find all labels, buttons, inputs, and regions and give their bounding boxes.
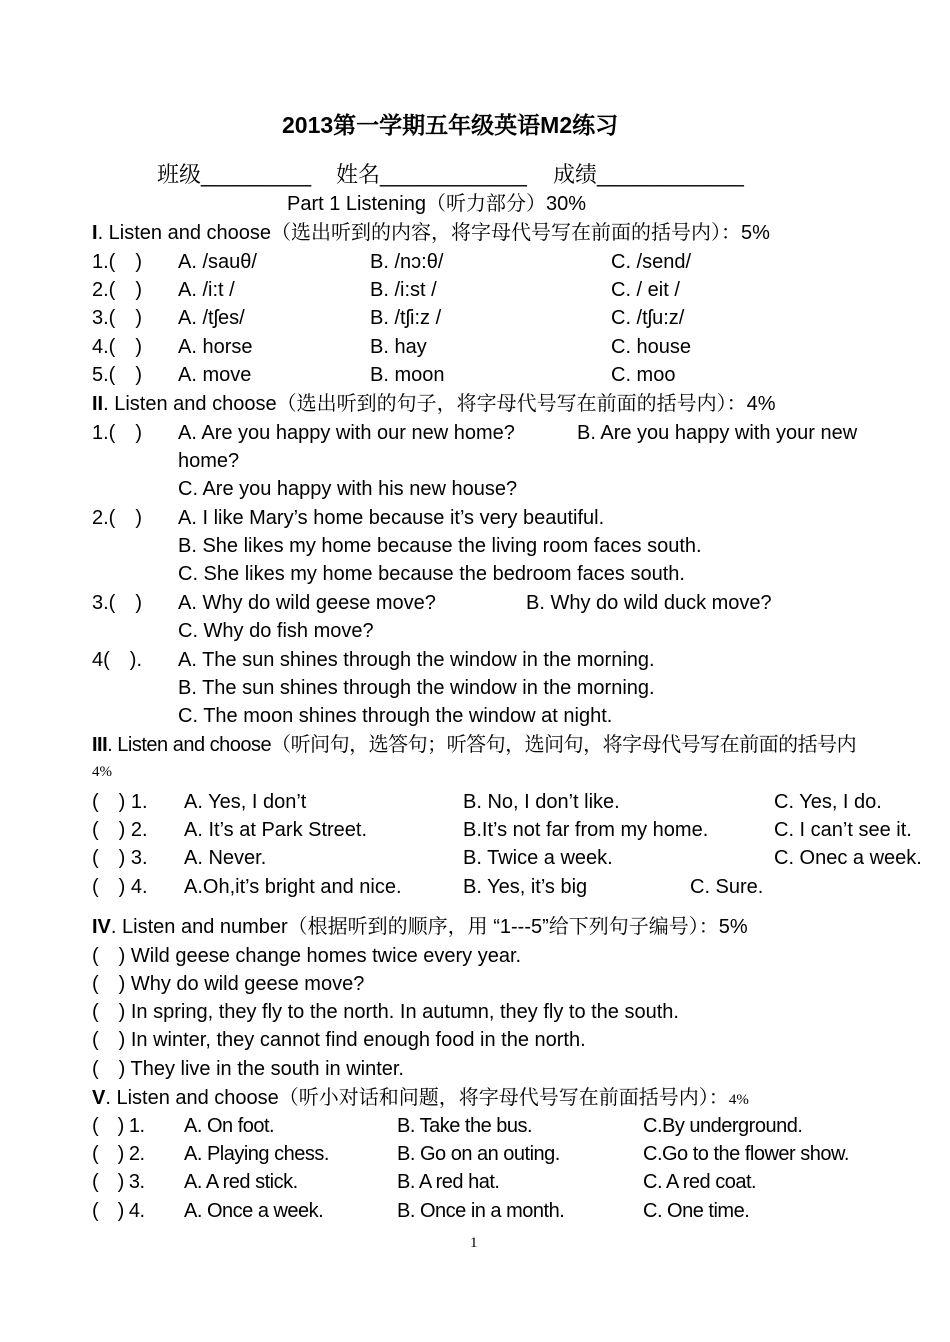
section-5-text: . Listen and choose（听小对话和问题，将字母代号写在前面括号内）： xyxy=(105,1087,729,1109)
s2-q3-option-c: C. Why do fish move? xyxy=(178,620,374,642)
s2-q2-option-b: B. She likes my home because the living room faces south. xyxy=(178,535,702,557)
s3-q4-number: ( ) 4. xyxy=(92,876,148,898)
section-3-roman: III xyxy=(92,734,108,756)
s1-q1-option-b: B. /nɔ:θ/ xyxy=(370,251,444,273)
s5-q4-option-b: B. Once in a month. xyxy=(397,1200,565,1222)
s3-q3-option-c: C. Onec a week. xyxy=(774,847,922,869)
class-field: 班级_________ xyxy=(157,162,312,187)
s1-q3-option-b: B. /tʃi:z / xyxy=(370,307,442,329)
s5-q2-option-c: C.Go to the flower show. xyxy=(643,1143,849,1165)
name-field: 姓名____________ xyxy=(336,162,527,187)
s5-q3-option-c: C. A red coat. xyxy=(643,1171,757,1193)
score-field: 成绩____________ xyxy=(553,162,744,187)
s2-q4-number: 4( ). xyxy=(92,649,142,671)
s3-q4-option-c: C. Sure. xyxy=(690,876,764,898)
s2-q2-number: 2.( ) xyxy=(92,507,142,529)
s2-q2-option-a: A. I like Mary’s home because it’s very beautiful. xyxy=(178,507,605,529)
s5-q3-option-b: B. A red hat. xyxy=(397,1171,500,1193)
s2-q1-number: 1.( ) xyxy=(92,422,142,444)
section-1-heading xyxy=(92,223,770,243)
section-4-heading xyxy=(92,917,748,937)
s4-item-3: ( ) In spring, they fly to the north. In autumn, they fly to the south. xyxy=(92,1001,679,1023)
s1-q4-option-c: C. house xyxy=(611,336,692,358)
page-number: 1 xyxy=(470,1235,478,1251)
section-1-roman: I xyxy=(92,222,98,244)
s5-q1-option-c: C.By underground. xyxy=(643,1115,803,1137)
s1-q5-number: 5.( ) xyxy=(92,364,142,386)
s1-q2-option-b: B. /i:st / xyxy=(370,279,437,301)
s3-q2-option-b: B.It’s not far from my home. xyxy=(463,819,709,841)
s1-q5-option-c: C. moo xyxy=(611,364,676,386)
s5-q2-option-a: A. Playing chess. xyxy=(184,1143,329,1165)
s4-item-5: ( ) They live in the south in winter. xyxy=(92,1058,404,1080)
s1-q2-option-a: A. /i:t / xyxy=(178,279,235,301)
s1-q3-option-a: A. /tʃes/ xyxy=(178,307,245,329)
s2-q2-option-c: C. She likes my home because the bedroom faces south. xyxy=(178,563,685,585)
s2-q3-number: 3.( ) xyxy=(92,592,142,614)
s5-q1-number: ( ) 1. xyxy=(92,1115,145,1137)
section-1-text: . Listen and choose（选出听到的内容，将字母代号写在前面的括号内）：5% xyxy=(97,222,770,244)
s4-item-4: ( ) In winter, they cannot find enough food in the north. xyxy=(92,1029,586,1051)
s3-q3-option-b: B. Twice a week. xyxy=(463,847,613,869)
s5-q3-option-a: A. A red stick. xyxy=(184,1171,298,1193)
s5-q4-number: ( ) 4. xyxy=(92,1200,145,1222)
section-2-heading xyxy=(92,394,776,414)
s3-q3-number: ( ) 3. xyxy=(92,847,148,869)
s2-q3-option-b: B. Why do wild duck move? xyxy=(526,592,772,614)
s5-q3-number: ( ) 3. xyxy=(92,1171,145,1193)
section-3-percent: 4% xyxy=(92,764,112,780)
s4-item-1: ( ) Wild geese change homes twice every year. xyxy=(92,945,522,967)
s3-q1-option-b: B. No, I don’t like. xyxy=(463,791,620,813)
s3-q3-option-a: A. Never. xyxy=(184,847,267,869)
s3-q2-number: ( ) 2. xyxy=(92,819,148,841)
s1-q4-number: 4.( ) xyxy=(92,336,142,358)
s2-q1-option-b-cont: home? xyxy=(178,450,240,472)
section-4-roman: IV xyxy=(92,916,111,938)
s1-q1-option-a: A. /sauθ/ xyxy=(178,251,257,273)
s1-q1-option-c: C. /send/ xyxy=(611,251,692,273)
s1-q2-number: 2.( ) xyxy=(92,279,142,301)
s5-q2-option-b: B. Go on an outing. xyxy=(397,1143,560,1165)
s2-q1-option-b: B. Are you happy with your new xyxy=(577,422,858,444)
s3-q1-number: ( ) 1. xyxy=(92,791,148,813)
page-title: 2013第一学期五年级英语M2练习 xyxy=(282,112,619,138)
s1-q4-option-b: B. hay xyxy=(370,336,427,358)
s2-q4-option-a: A. The sun shines through the window in the morning. xyxy=(178,649,655,671)
s2-q1-option-a: A. Are you happy with our new home? xyxy=(178,422,515,444)
section-5-roman: V xyxy=(92,1087,106,1109)
section-5-heading xyxy=(92,1088,749,1108)
s2-q4-option-c: C. The moon shines through the window at night. xyxy=(178,705,613,727)
s5-q1-option-a: A. On foot. xyxy=(184,1115,275,1137)
s2-q1-option-c: C. Are you happy with his new house? xyxy=(178,478,518,500)
s4-item-2: ( ) Why do wild geese move? xyxy=(92,973,365,995)
section-5-percent: 4% xyxy=(728,1092,749,1108)
section-3-heading xyxy=(92,735,856,755)
s2-q3-option-a: A. Why do wild geese move? xyxy=(178,592,436,614)
s3-q4-option-b: B. Yes, it’s big xyxy=(463,876,588,898)
s1-q3-number: 3.( ) xyxy=(92,307,142,329)
s3-q1-option-a: A. Yes, I don’t xyxy=(184,791,307,813)
s1-q5-option-b: B. moon xyxy=(370,364,445,386)
s1-q5-option-a: A. move xyxy=(178,364,252,386)
s3-q2-option-c: C. I can’t see it. xyxy=(774,819,912,841)
s3-q4-option-a: A.Oh,it’s bright and nice. xyxy=(184,876,402,898)
section-3-text: . Listen and choose（听问句，选答句；听答句，选问句，将字母代号写在前面的括号内 xyxy=(107,734,857,756)
part1-heading: Part 1 Listening（听力部分）30% xyxy=(287,193,587,215)
section-2-text: . Listen and choose（选出听到的句子，将字母代号写在前面的括号内）：4% xyxy=(103,393,776,415)
s3-q2-option-a: A. It’s at Park Street. xyxy=(184,819,368,841)
s5-q1-option-b: B. Take the bus. xyxy=(397,1115,533,1137)
s1-q2-option-c: C. / eit / xyxy=(611,279,680,301)
s1-q4-option-a: A. horse xyxy=(178,336,253,358)
section-2-roman: II xyxy=(92,393,104,415)
s2-q4-option-b: B. The sun shines through the window in the morning. xyxy=(178,677,655,699)
s3-q1-option-c: C. Yes, I do. xyxy=(774,791,882,813)
s1-q1-number: 1.( ) xyxy=(92,251,142,273)
section-4-text: . Listen and number（根据听到的顺序，用 “1---5”给下列句子编号）：5% xyxy=(110,916,748,938)
s5-q2-number: ( ) 2. xyxy=(92,1143,145,1165)
s5-q4-option-a: A. Once a week. xyxy=(184,1200,324,1222)
s5-q4-option-c: C. One time. xyxy=(643,1200,750,1222)
s1-q3-option-c: C. /tʃu:z/ xyxy=(611,307,685,329)
